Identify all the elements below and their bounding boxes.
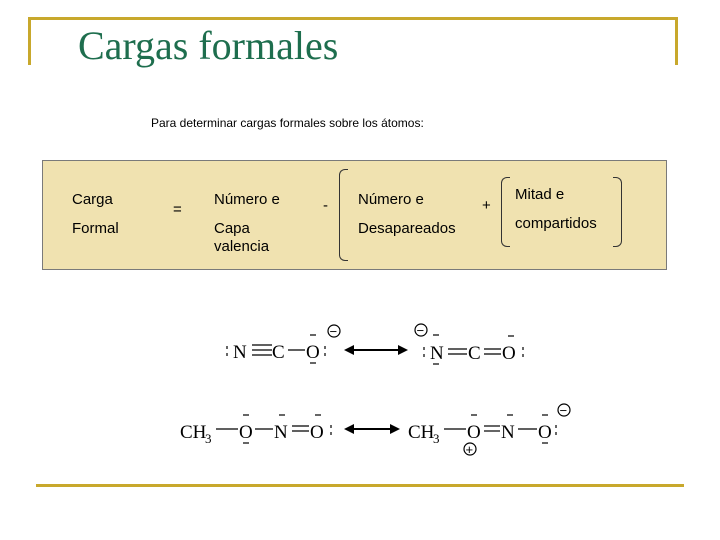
group-ch: CH [408, 422, 435, 443]
formula-term3-line1: Mitad e [515, 186, 565, 203]
resonance-arrow-row2 [344, 424, 400, 434]
atom-n: N [430, 343, 444, 364]
slide-title: Cargas formales [78, 23, 339, 68]
formula-lhs-line2: Formal [72, 220, 119, 237]
structure-row2-left [180, 415, 331, 446]
charge-negative: − [329, 324, 338, 339]
formula-term1-line2: Capa [214, 220, 250, 237]
resonance-arrow-row1 [344, 345, 408, 355]
formula-minus: - [323, 197, 328, 214]
atom-o: O [239, 422, 253, 443]
formula-term2-line2: Desapareados [358, 220, 456, 237]
structure-row2-right [408, 403, 570, 457]
atom-o2: O [310, 422, 324, 443]
group-ch: CH [180, 422, 207, 443]
formula-term1-line3: valencia [214, 238, 270, 255]
subscript-3: 3 [433, 431, 440, 446]
atom-o2: O [538, 422, 552, 443]
atom-n: N [501, 422, 515, 443]
atom-o: O [502, 343, 516, 364]
structure-row1-left [227, 324, 340, 363]
slide-subtitle: Para determinar cargas formales sobre los átomos: [151, 116, 424, 130]
atom-o: O [467, 422, 481, 443]
formula-equals: = [173, 201, 182, 218]
formula-lhs-line1: Carga [72, 191, 113, 208]
atom-c: C [272, 342, 285, 363]
atom-n: N [274, 422, 288, 443]
charge-positive: + [465, 442, 474, 457]
charge-negative: − [559, 403, 568, 418]
structure-row1-right [415, 323, 523, 364]
charge-negative: − [416, 323, 425, 338]
subscript-3: 3 [205, 431, 212, 446]
atom-c: C [468, 343, 481, 364]
atom-n: N [233, 342, 247, 363]
formula-term3-line2: compartidos [515, 215, 597, 232]
formula-plus: + [482, 197, 491, 214]
atom-o: O [306, 342, 320, 363]
formula-term2-line1: Número e [358, 191, 424, 208]
formula-term1-line1: Número e [214, 191, 280, 208]
